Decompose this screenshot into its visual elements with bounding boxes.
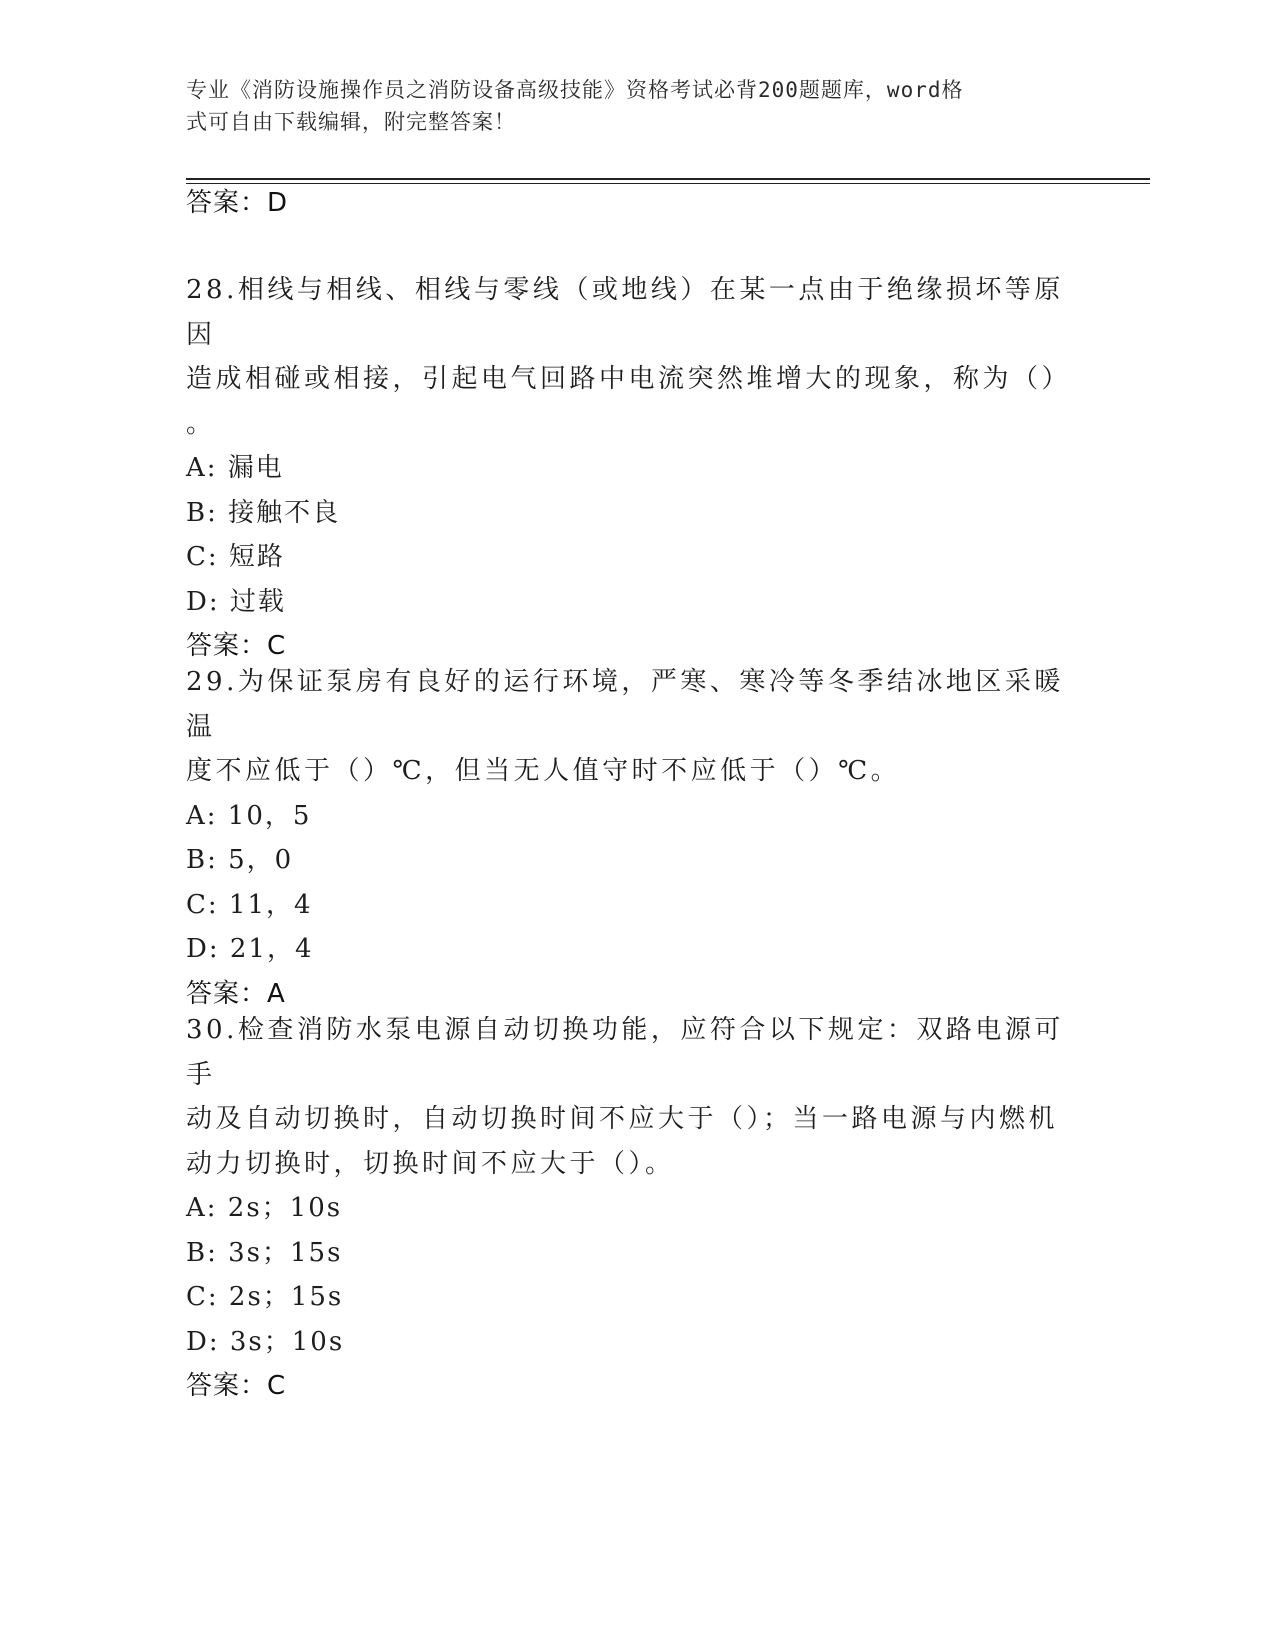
option-b: B: 接触不良 [186, 497, 341, 528]
option-a: A: 10，5 [186, 800, 312, 831]
option-d: D: 21，4 [186, 934, 314, 964]
option-c: C: 2s；15s [186, 1282, 344, 1312]
answer: 答案：A [186, 978, 286, 1009]
question-30 [186, 1008, 1086, 1408]
header-line-1: 专业《消防设施操作员之消防设备高级技能》资格考试必背200题题库，word格 [186, 78, 964, 102]
option-c: C: 短路 [186, 542, 285, 572]
question-text-line: 度不应低于（）℃，但当无人值守时不应低于（）℃。 [186, 756, 901, 786]
option-a: A: 2s；10s [186, 1193, 343, 1223]
question-text-line: 动及自动切换时，自动切换时间不应大于（）；当一路电源与内燃机 [186, 1104, 1059, 1134]
option-d: D: 过载 [186, 586, 286, 617]
document-header [186, 74, 1066, 138]
question-text-line: 动力切换时，切换时间不应大于（）。 [186, 1148, 675, 1179]
option-b: B: 5，0 [186, 845, 294, 875]
question-text-line: 30.检查消防水泵电源自动切换功能，应符合以下规定：双路电源可手 [186, 1015, 1064, 1090]
header-divider-thin [186, 183, 1150, 184]
option-b: B: 3s；15s [186, 1237, 343, 1268]
question-28 [186, 268, 1086, 668]
answer: 答案：C [186, 631, 287, 661]
option-d: D: 3s；10s [186, 1326, 345, 1357]
answer: 答案：C [186, 1371, 287, 1401]
question-29 [186, 660, 1086, 1016]
question-text-line: 。 [186, 408, 216, 439]
option-c: C: 11，4 [186, 889, 313, 920]
question-text-line: 29.为保证泵房有良好的运行环境，严寒、寒冷等冬季结冰地区采暖温 [186, 667, 1064, 742]
question-text-line: 28.相线与相线、相线与零线（或地线）在某一点由于绝缘损坏等原因 [186, 275, 1064, 350]
header-divider [186, 178, 1150, 180]
option-a: A: 漏电 [186, 453, 284, 483]
previous-answer: 答案：D [186, 188, 289, 218]
question-text-line: 造成相碰或相接，引起电气回路中电流突然堆增大的现象，称为（） [186, 364, 1072, 394]
header-line-2: 式可自由下载编辑，附完整答案！ [186, 110, 516, 134]
